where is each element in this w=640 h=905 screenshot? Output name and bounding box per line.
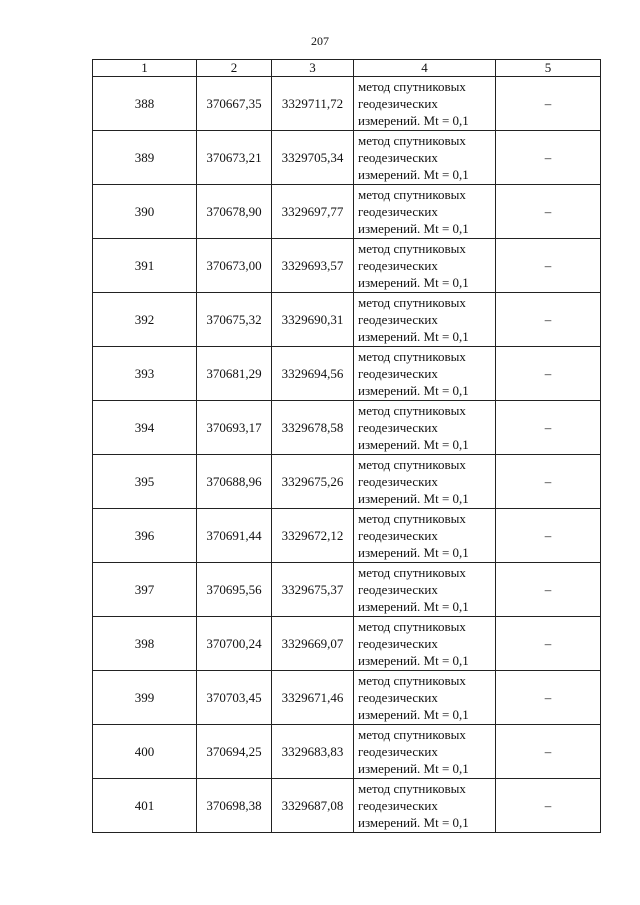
- note-cell: –: [496, 725, 601, 779]
- method-text-line: измерений. Mt = 0,1: [358, 761, 469, 776]
- method-cell: [354, 131, 496, 185]
- point-number-cell: 393: [93, 347, 197, 401]
- y-coordinate-cell: 3329705,34: [272, 131, 354, 185]
- method-text-line: геодезических: [358, 636, 438, 651]
- method-cell: [354, 401, 496, 455]
- table-row: [93, 617, 601, 671]
- method-text-line: измерений. Mt = 0,1: [358, 167, 469, 182]
- y-coordinate-cell: 3329711,72: [272, 77, 354, 131]
- method-cell: [354, 563, 496, 617]
- y-coordinate-cell: 3329675,26: [272, 455, 354, 509]
- column-header-4: 4: [354, 60, 496, 77]
- point-number-cell: 388: [93, 77, 197, 131]
- method-text-line: метод спутниковых: [358, 781, 466, 796]
- x-coordinate-cell: 370673,00: [197, 239, 272, 293]
- note-cell: –: [496, 185, 601, 239]
- point-number-cell: 390: [93, 185, 197, 239]
- table-row: [93, 185, 601, 239]
- column-header-5: 5: [496, 60, 601, 77]
- method-cell: [354, 347, 496, 401]
- table-row: [93, 131, 601, 185]
- table-row: [93, 77, 601, 131]
- method-text-line: геодезических: [358, 528, 438, 543]
- method-cell: [354, 509, 496, 563]
- table-header-row: [93, 60, 601, 77]
- y-coordinate-cell: 3329675,37: [272, 563, 354, 617]
- note-cell: –: [496, 401, 601, 455]
- point-number-cell: 399: [93, 671, 197, 725]
- method-text-line: измерений. Mt = 0,1: [358, 707, 469, 722]
- method-text-line: метод спутниковых: [358, 187, 466, 202]
- method-cell: [354, 671, 496, 725]
- method-text-line: геодезических: [358, 420, 438, 435]
- table-row: [93, 779, 601, 833]
- point-number-cell: 398: [93, 617, 197, 671]
- x-coordinate-cell: 370691,44: [197, 509, 272, 563]
- note-cell: –: [496, 131, 601, 185]
- column-header-2: 2: [197, 60, 272, 77]
- table-row: [93, 455, 601, 509]
- method-text-line: геодезических: [358, 690, 438, 705]
- y-coordinate-cell: 3329669,07: [272, 617, 354, 671]
- method-text-line: геодезических: [358, 744, 438, 759]
- x-coordinate-cell: 370694,25: [197, 725, 272, 779]
- page-number: 207: [311, 34, 329, 48]
- y-coordinate-cell: 3329671,46: [272, 671, 354, 725]
- note-cell: –: [496, 293, 601, 347]
- x-coordinate-cell: 370693,17: [197, 401, 272, 455]
- table-row: [93, 401, 601, 455]
- method-text-line: метод спутниковых: [358, 349, 466, 364]
- method-cell: [354, 77, 496, 131]
- table-row: [93, 563, 601, 617]
- method-text-line: метод спутниковых: [358, 565, 466, 580]
- y-coordinate-cell: 3329687,08: [272, 779, 354, 833]
- method-cell: [354, 239, 496, 293]
- method-cell: [354, 617, 496, 671]
- method-text-line: метод спутниковых: [358, 673, 466, 688]
- method-text-line: метод спутниковых: [358, 403, 466, 418]
- point-number-cell: 400: [93, 725, 197, 779]
- y-coordinate-cell: 3329678,58: [272, 401, 354, 455]
- method-text-line: геодезических: [358, 150, 438, 165]
- y-coordinate-cell: 3329693,57: [272, 239, 354, 293]
- y-coordinate-cell: 3329694,56: [272, 347, 354, 401]
- method-text-line: метод спутниковых: [358, 133, 466, 148]
- point-number-cell: 394: [93, 401, 197, 455]
- table-row: [93, 509, 601, 563]
- method-text-line: геодезических: [358, 96, 438, 111]
- point-number-cell: 401: [93, 779, 197, 833]
- method-text-line: измерений. Mt = 0,1: [358, 221, 469, 236]
- y-coordinate-cell: 3329697,77: [272, 185, 354, 239]
- method-cell: [354, 779, 496, 833]
- note-cell: –: [496, 77, 601, 131]
- method-text-line: измерений. Mt = 0,1: [358, 653, 469, 668]
- point-number-cell: 396: [93, 509, 197, 563]
- method-text-line: геодезических: [358, 312, 438, 327]
- method-text-line: измерений. Mt = 0,1: [358, 815, 469, 830]
- method-cell: [354, 455, 496, 509]
- method-text-line: геодезических: [358, 798, 438, 813]
- point-number-cell: 389: [93, 131, 197, 185]
- method-text-line: измерений. Mt = 0,1: [358, 113, 469, 128]
- x-coordinate-cell: 370681,29: [197, 347, 272, 401]
- method-text-line: метод спутниковых: [358, 511, 466, 526]
- method-text-line: измерений. Mt = 0,1: [358, 491, 469, 506]
- column-header-1: 1: [93, 60, 197, 77]
- method-text-line: геодезических: [358, 258, 438, 273]
- x-coordinate-cell: 370700,24: [197, 617, 272, 671]
- method-text-line: метод спутниковых: [358, 457, 466, 472]
- method-text-line: измерений. Mt = 0,1: [358, 275, 469, 290]
- method-text-line: измерений. Mt = 0,1: [358, 599, 469, 614]
- note-cell: –: [496, 509, 601, 563]
- method-text-line: геодезических: [358, 582, 438, 597]
- table-row: [93, 671, 601, 725]
- table-row: [93, 347, 601, 401]
- x-coordinate-cell: 370703,45: [197, 671, 272, 725]
- method-text-line: метод спутниковых: [358, 619, 466, 634]
- method-text-line: метод спутниковых: [358, 241, 466, 256]
- x-coordinate-cell: 370673,21: [197, 131, 272, 185]
- y-coordinate-cell: 3329690,31: [272, 293, 354, 347]
- point-number-cell: 392: [93, 293, 197, 347]
- method-text-line: измерений. Mt = 0,1: [358, 329, 469, 344]
- method-text-line: измерений. Mt = 0,1: [358, 383, 469, 398]
- point-number-cell: 391: [93, 239, 197, 293]
- x-coordinate-cell: 370678,90: [197, 185, 272, 239]
- note-cell: –: [496, 239, 601, 293]
- method-cell: [354, 293, 496, 347]
- note-cell: –: [496, 455, 601, 509]
- method-cell: [354, 725, 496, 779]
- note-cell: –: [496, 671, 601, 725]
- table-row: [93, 725, 601, 779]
- method-text-line: измерений. Mt = 0,1: [358, 437, 469, 452]
- x-coordinate-cell: 370698,38: [197, 779, 272, 833]
- x-coordinate-cell: 370688,96: [197, 455, 272, 509]
- method-text-line: геодезических: [358, 474, 438, 489]
- method-text-line: метод спутниковых: [358, 295, 466, 310]
- method-text-line: метод спутниковых: [358, 79, 466, 94]
- point-number-cell: 395: [93, 455, 197, 509]
- point-number-cell: 397: [93, 563, 197, 617]
- table-row: [93, 239, 601, 293]
- y-coordinate-cell: 3329683,83: [272, 725, 354, 779]
- note-cell: –: [496, 779, 601, 833]
- note-cell: –: [496, 347, 601, 401]
- method-text-line: геодезических: [358, 204, 438, 219]
- column-header-3: 3: [272, 60, 354, 77]
- x-coordinate-cell: 370675,32: [197, 293, 272, 347]
- method-cell: [354, 185, 496, 239]
- x-coordinate-cell: 370695,56: [197, 563, 272, 617]
- method-text-line: геодезических: [358, 366, 438, 381]
- note-cell: –: [496, 563, 601, 617]
- coordinates-table: [92, 59, 601, 833]
- y-coordinate-cell: 3329672,12: [272, 509, 354, 563]
- method-text-line: метод спутниковых: [358, 727, 466, 742]
- x-coordinate-cell: 370667,35: [197, 77, 272, 131]
- method-text-line: измерений. Mt = 0,1: [358, 545, 469, 560]
- table-row: [93, 293, 601, 347]
- note-cell: –: [496, 617, 601, 671]
